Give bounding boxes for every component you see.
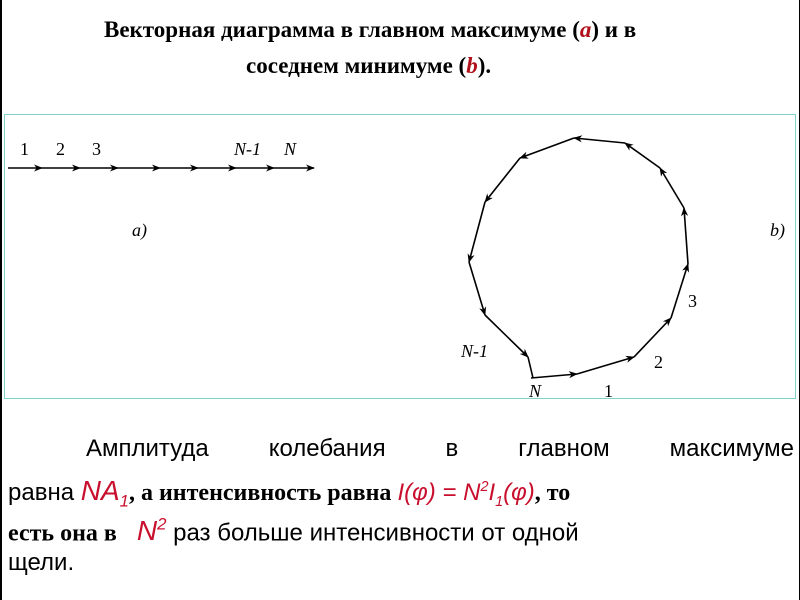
formula-subscript: 1 (119, 491, 129, 511)
paragraph-text: раз больше интенсивности от одной (166, 519, 579, 547)
title-label-a: a (579, 17, 592, 42)
paragraph-text: есть она в (8, 520, 123, 547)
formula-subscript: 1 (495, 493, 504, 510)
intensity-formula (397, 479, 535, 510)
title-label-b: b (466, 53, 478, 78)
phasor-arrow (485, 315, 528, 357)
title-text: Векторная диаграмма в главном максимуме ( (104, 17, 580, 42)
phasor-arrow (531, 374, 577, 378)
panel-a-caption: a) (132, 220, 147, 240)
paragraph-text: , а интенсивность равна (128, 480, 398, 506)
phasor-arrow (469, 202, 485, 262)
phasor-arrow (684, 208, 688, 264)
formula-superscript: 2 (157, 515, 167, 534)
paragraph-text: щели. (8, 549, 75, 576)
amplitude-formula (80, 475, 129, 511)
formula-superscript: 2 (480, 479, 489, 495)
formula-text: NA (80, 475, 120, 506)
paragraph-line-1 (86, 430, 794, 468)
arrow-label-n-1: N-1 (461, 341, 488, 361)
title-text: ) и в (591, 17, 637, 42)
arrow-label-n: N (529, 381, 542, 401)
arrow-label-3: 3 (92, 139, 101, 159)
arrow-label-n: N (284, 139, 297, 159)
phasor-arrow (528, 357, 533, 378)
panel-a (8, 139, 314, 241)
title-text: ). (477, 53, 492, 78)
phasor-arrow (577, 357, 634, 374)
formula-text: I(φ) = N (397, 479, 481, 506)
phasor-arrow (520, 138, 574, 158)
arrow-label-2: 2 (56, 139, 65, 159)
formula-text: I (488, 479, 496, 506)
phasor-arrow (634, 318, 671, 357)
paragraph-line-4 (8, 544, 74, 582)
arrow-label-3: 3 (688, 291, 697, 311)
phasor-arrow (574, 138, 625, 143)
phasor-arrow (671, 264, 688, 318)
paragraph-text: Амплитуда колебания в главном максимуме (86, 435, 794, 462)
formula-text: (φ) (503, 479, 535, 506)
paragraph-text: , то (534, 480, 571, 506)
title-text: соседнем минимуме ( (246, 53, 467, 78)
panel-b (460, 138, 785, 401)
arrow-label-2: 2 (654, 352, 663, 372)
arrow-label-1: 1 (20, 139, 29, 159)
arrow-label-n-1: N-1 (234, 139, 261, 159)
phasor-arrow (660, 168, 684, 208)
panel-b-caption: b) (770, 220, 785, 240)
paragraph-line-3 (8, 506, 579, 552)
phasor-arrow (469, 262, 485, 315)
n-squared-formula (137, 515, 167, 546)
phasor-arrow (485, 158, 520, 202)
formula-text: N (136, 515, 158, 547)
phasor-arrow (625, 143, 660, 168)
paragraph-text: равна (8, 479, 81, 506)
arrow-label-1: 1 (604, 381, 613, 401)
